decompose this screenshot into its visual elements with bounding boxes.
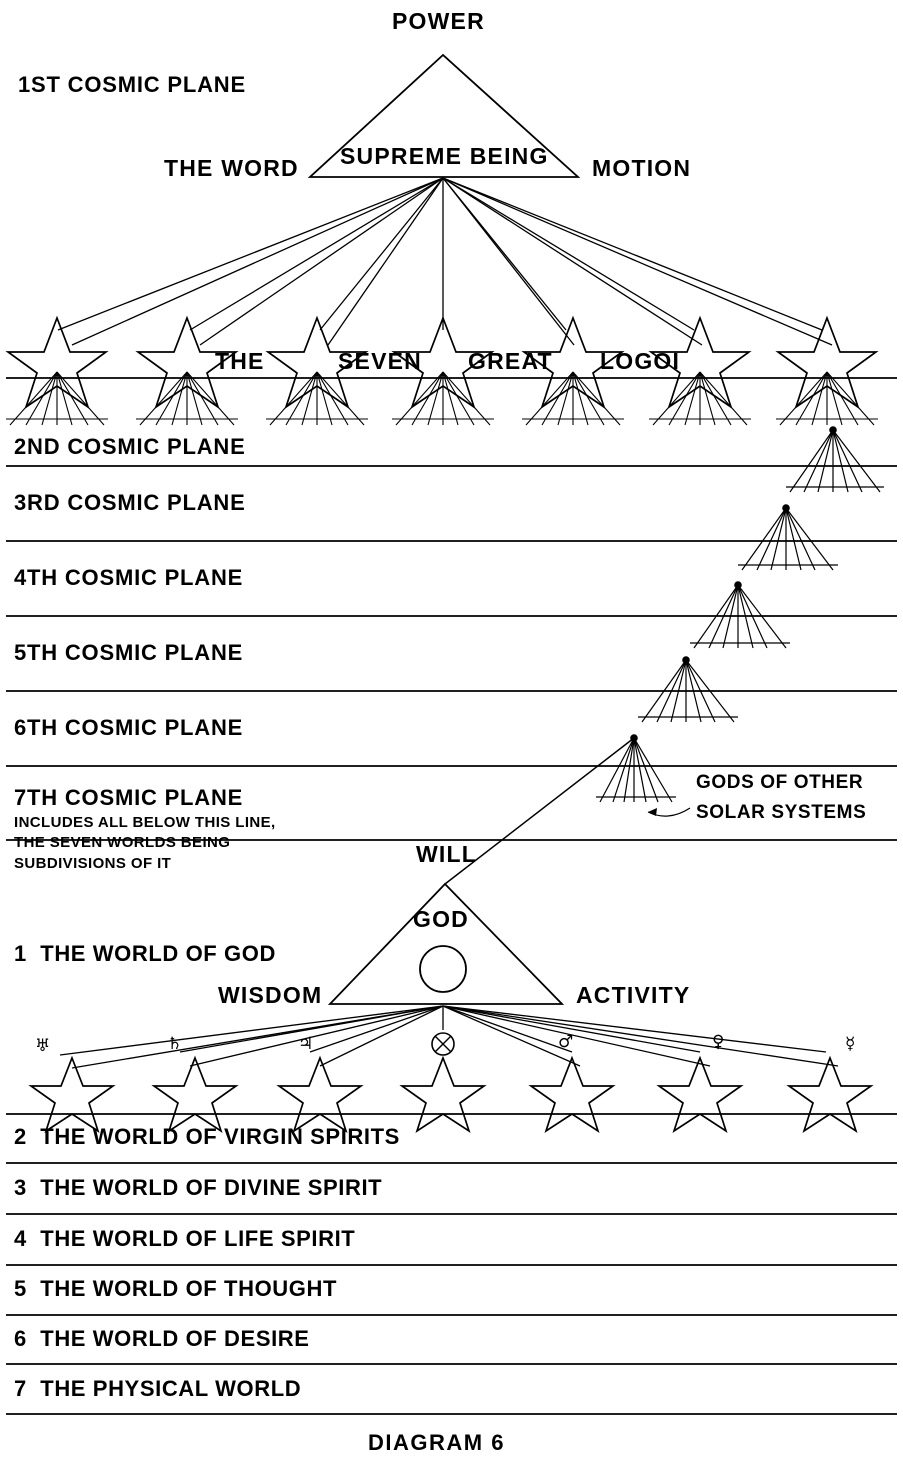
rays-to-logoi bbox=[58, 178, 832, 345]
label-activity: ACTIVITY bbox=[576, 982, 691, 1008]
plane-7-note-line-1: INCLUDES ALL BELOW THIS LINE, bbox=[14, 814, 276, 831]
label-world-7 bbox=[14, 1376, 301, 1401]
diagram-caption: DIAGRAM 6 bbox=[368, 1430, 505, 1455]
world-rules bbox=[6, 1114, 897, 1414]
label-world-2 bbox=[14, 1124, 400, 1149]
world-6-text: THE WORLD OF DESIRE bbox=[40, 1326, 310, 1351]
label-will: WILL bbox=[416, 841, 477, 867]
label-the-word: THE WORD bbox=[164, 155, 299, 181]
label-logoi-word-seven: SEVEN bbox=[338, 348, 422, 374]
label-plane-1: 1ST COSMIC PLANE bbox=[18, 72, 246, 97]
planet-stars bbox=[31, 1058, 871, 1131]
world-3-text: THE WORLD OF DIVINE SPIRIT bbox=[40, 1175, 383, 1200]
label-other-gods-line-2: SOLAR SYSTEMS bbox=[696, 802, 867, 823]
mars-icon: ♂ bbox=[558, 1032, 574, 1052]
world-7-number: 7 bbox=[14, 1376, 27, 1401]
label-logoi-word-great: GREAT bbox=[468, 348, 553, 374]
label-god: GOD bbox=[413, 906, 469, 932]
planet-star-7 bbox=[789, 1058, 871, 1131]
world-1-number: 1 bbox=[14, 941, 27, 966]
label-motion: MOTION bbox=[592, 155, 692, 181]
world-1-text: THE WORLD OF GOD bbox=[40, 941, 276, 966]
logoi-emanations bbox=[6, 372, 878, 425]
label-plane-4: 4TH COSMIC PLANE bbox=[14, 565, 244, 590]
label-plane-2: 2ND COSMIC PLANE bbox=[14, 434, 246, 459]
world-3-number: 3 bbox=[14, 1175, 27, 1200]
label-logoi-word-the: THE bbox=[215, 348, 265, 374]
label-wisdom: WISDOM bbox=[218, 982, 323, 1008]
label-other-gods-line-1: GODS OF OTHER bbox=[696, 772, 864, 793]
planet-star-1 bbox=[31, 1058, 113, 1131]
world-5-text: THE WORLD OF THOUGHT bbox=[40, 1276, 338, 1301]
god-circle bbox=[420, 946, 466, 992]
label-world-6 bbox=[14, 1326, 310, 1351]
plane-7-note-line-2: THE SEVEN WORLDS BEING bbox=[14, 834, 231, 852]
label-logoi-word-logoi: LOGOI bbox=[600, 348, 681, 374]
plane-7-note bbox=[14, 813, 276, 874]
label-plane-7: 7TH COSMIC PLANE bbox=[14, 785, 244, 810]
saturn-icon: ♄ bbox=[167, 1034, 183, 1054]
uranus-icon: ♅ bbox=[35, 1036, 51, 1056]
world-6-number: 6 bbox=[14, 1326, 27, 1351]
planet-star-2 bbox=[154, 1058, 236, 1131]
logoi-stars bbox=[8, 318, 876, 407]
planet-star-4 bbox=[402, 1058, 484, 1131]
label-plane-5: 5TH COSMIC PLANE bbox=[14, 640, 244, 665]
world-7-text: THE PHYSICAL WORLD bbox=[40, 1376, 302, 1401]
label-supreme-being: SUPREME BEING bbox=[340, 143, 549, 169]
label-world-1 bbox=[14, 941, 276, 966]
world-5-number: 5 bbox=[14, 1276, 27, 1301]
label-plane-3: 3RD COSMIC PLANE bbox=[14, 490, 246, 515]
label-world-5 bbox=[14, 1276, 337, 1301]
venus-icon: ♀ bbox=[712, 1032, 725, 1052]
label-world-4 bbox=[14, 1226, 355, 1251]
planet-star-3 bbox=[279, 1058, 361, 1131]
world-2-number: 2 bbox=[14, 1124, 27, 1149]
planet-star-5 bbox=[531, 1058, 613, 1131]
jupiter-icon: ♃ bbox=[298, 1034, 314, 1054]
god-triangle bbox=[330, 884, 562, 1004]
world-4-number: 4 bbox=[14, 1226, 27, 1251]
label-world-3 bbox=[14, 1175, 382, 1200]
mercury-icon: ☿ bbox=[845, 1034, 856, 1054]
label-power: POWER bbox=[392, 8, 485, 34]
world-2-text: THE WORLD OF VIRGIN SPIRITS bbox=[40, 1124, 400, 1149]
planet-star-6 bbox=[659, 1058, 741, 1131]
plane-7-note-line-3: SUBDIVISIONS OF IT bbox=[14, 854, 172, 872]
label-plane-6: 6TH COSMIC PLANE bbox=[14, 715, 244, 740]
world-4-text: THE WORLD OF LIFE SPIRIT bbox=[40, 1226, 356, 1251]
